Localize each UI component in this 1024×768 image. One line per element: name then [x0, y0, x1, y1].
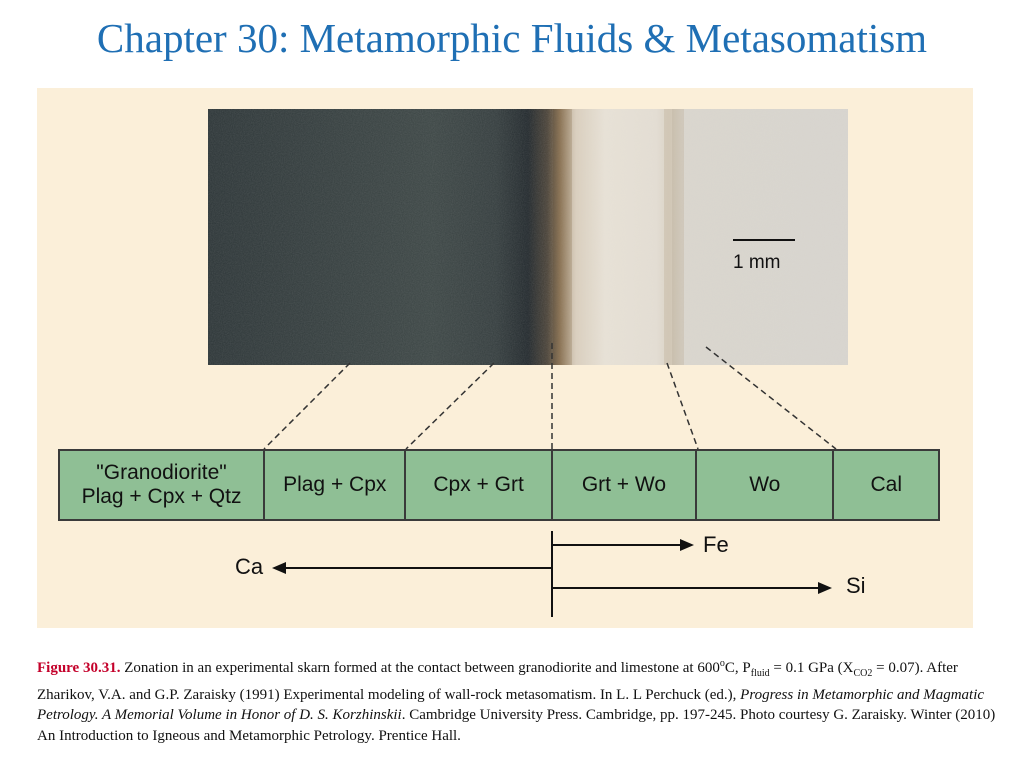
- skarn-photo: [208, 109, 848, 365]
- zone-label: Grt + Wo: [581, 473, 667, 496]
- figure-number: Figure 30.31.: [37, 660, 121, 676]
- caption-superscript: o: [719, 658, 725, 669]
- zone-cpx-grt: [406, 451, 552, 519]
- fe-label: Fe: [703, 532, 729, 557]
- slide-title: Chapter 30: Metamorphic Fluids & Metasomatism: [96, 15, 928, 61]
- caption-italic: Progress in Metamorphic and Magmatic Petrology. A Memorial Volume in Honor of D. S. Korzhinskii: [37, 686, 985, 723]
- figure-caption: [37, 654, 1007, 746]
- si-label: Si: [846, 573, 866, 598]
- caption-text: . Cambridge University Press. Cambridge, pp. 197-245. Photo courtesy G. Zaraisky. Winter (2010) An Introduction to Igneous and Metamorphic Petrology. Prentice Hall.: [37, 707, 996, 744]
- zone-label: Plag + Cpx: [283, 473, 387, 496]
- zone-label: Plag + Cpx + Qtz: [81, 485, 242, 508]
- zone-label: Cpx + Grt: [433, 473, 524, 496]
- scale-bar-label: 1 mm: [733, 252, 781, 273]
- zone-label: "Granodiorite": [96, 461, 227, 484]
- caption-subscript: CO2: [853, 668, 873, 679]
- ca-label: Ca: [235, 554, 264, 579]
- zone-table: [58, 449, 940, 521]
- caption-text: Zonation in an experimental skarn formed at the contact between granodiorite and limestone at 600: [120, 660, 720, 676]
- caption-text: = 0.1 GPa (X: [769, 660, 854, 676]
- zone-granodiorite: [60, 451, 265, 519]
- caption-subscript: fluid: [750, 668, 770, 679]
- caption-text: = 0.07). After Zharikov, V.A. and G.P. Zaraisky (1991) Experimental modeling of wall-rock metasomatism. In L. L Perchuck (ed.),: [37, 660, 958, 703]
- zone-cal: [834, 451, 938, 519]
- zone-wo: [697, 451, 834, 519]
- zone-label: Cal: [870, 473, 902, 496]
- zone-plag-cpx: [265, 451, 406, 519]
- zone-grt-wo: [553, 451, 697, 519]
- caption-text: C, P: [724, 660, 751, 676]
- zone-label: Wo: [749, 473, 781, 496]
